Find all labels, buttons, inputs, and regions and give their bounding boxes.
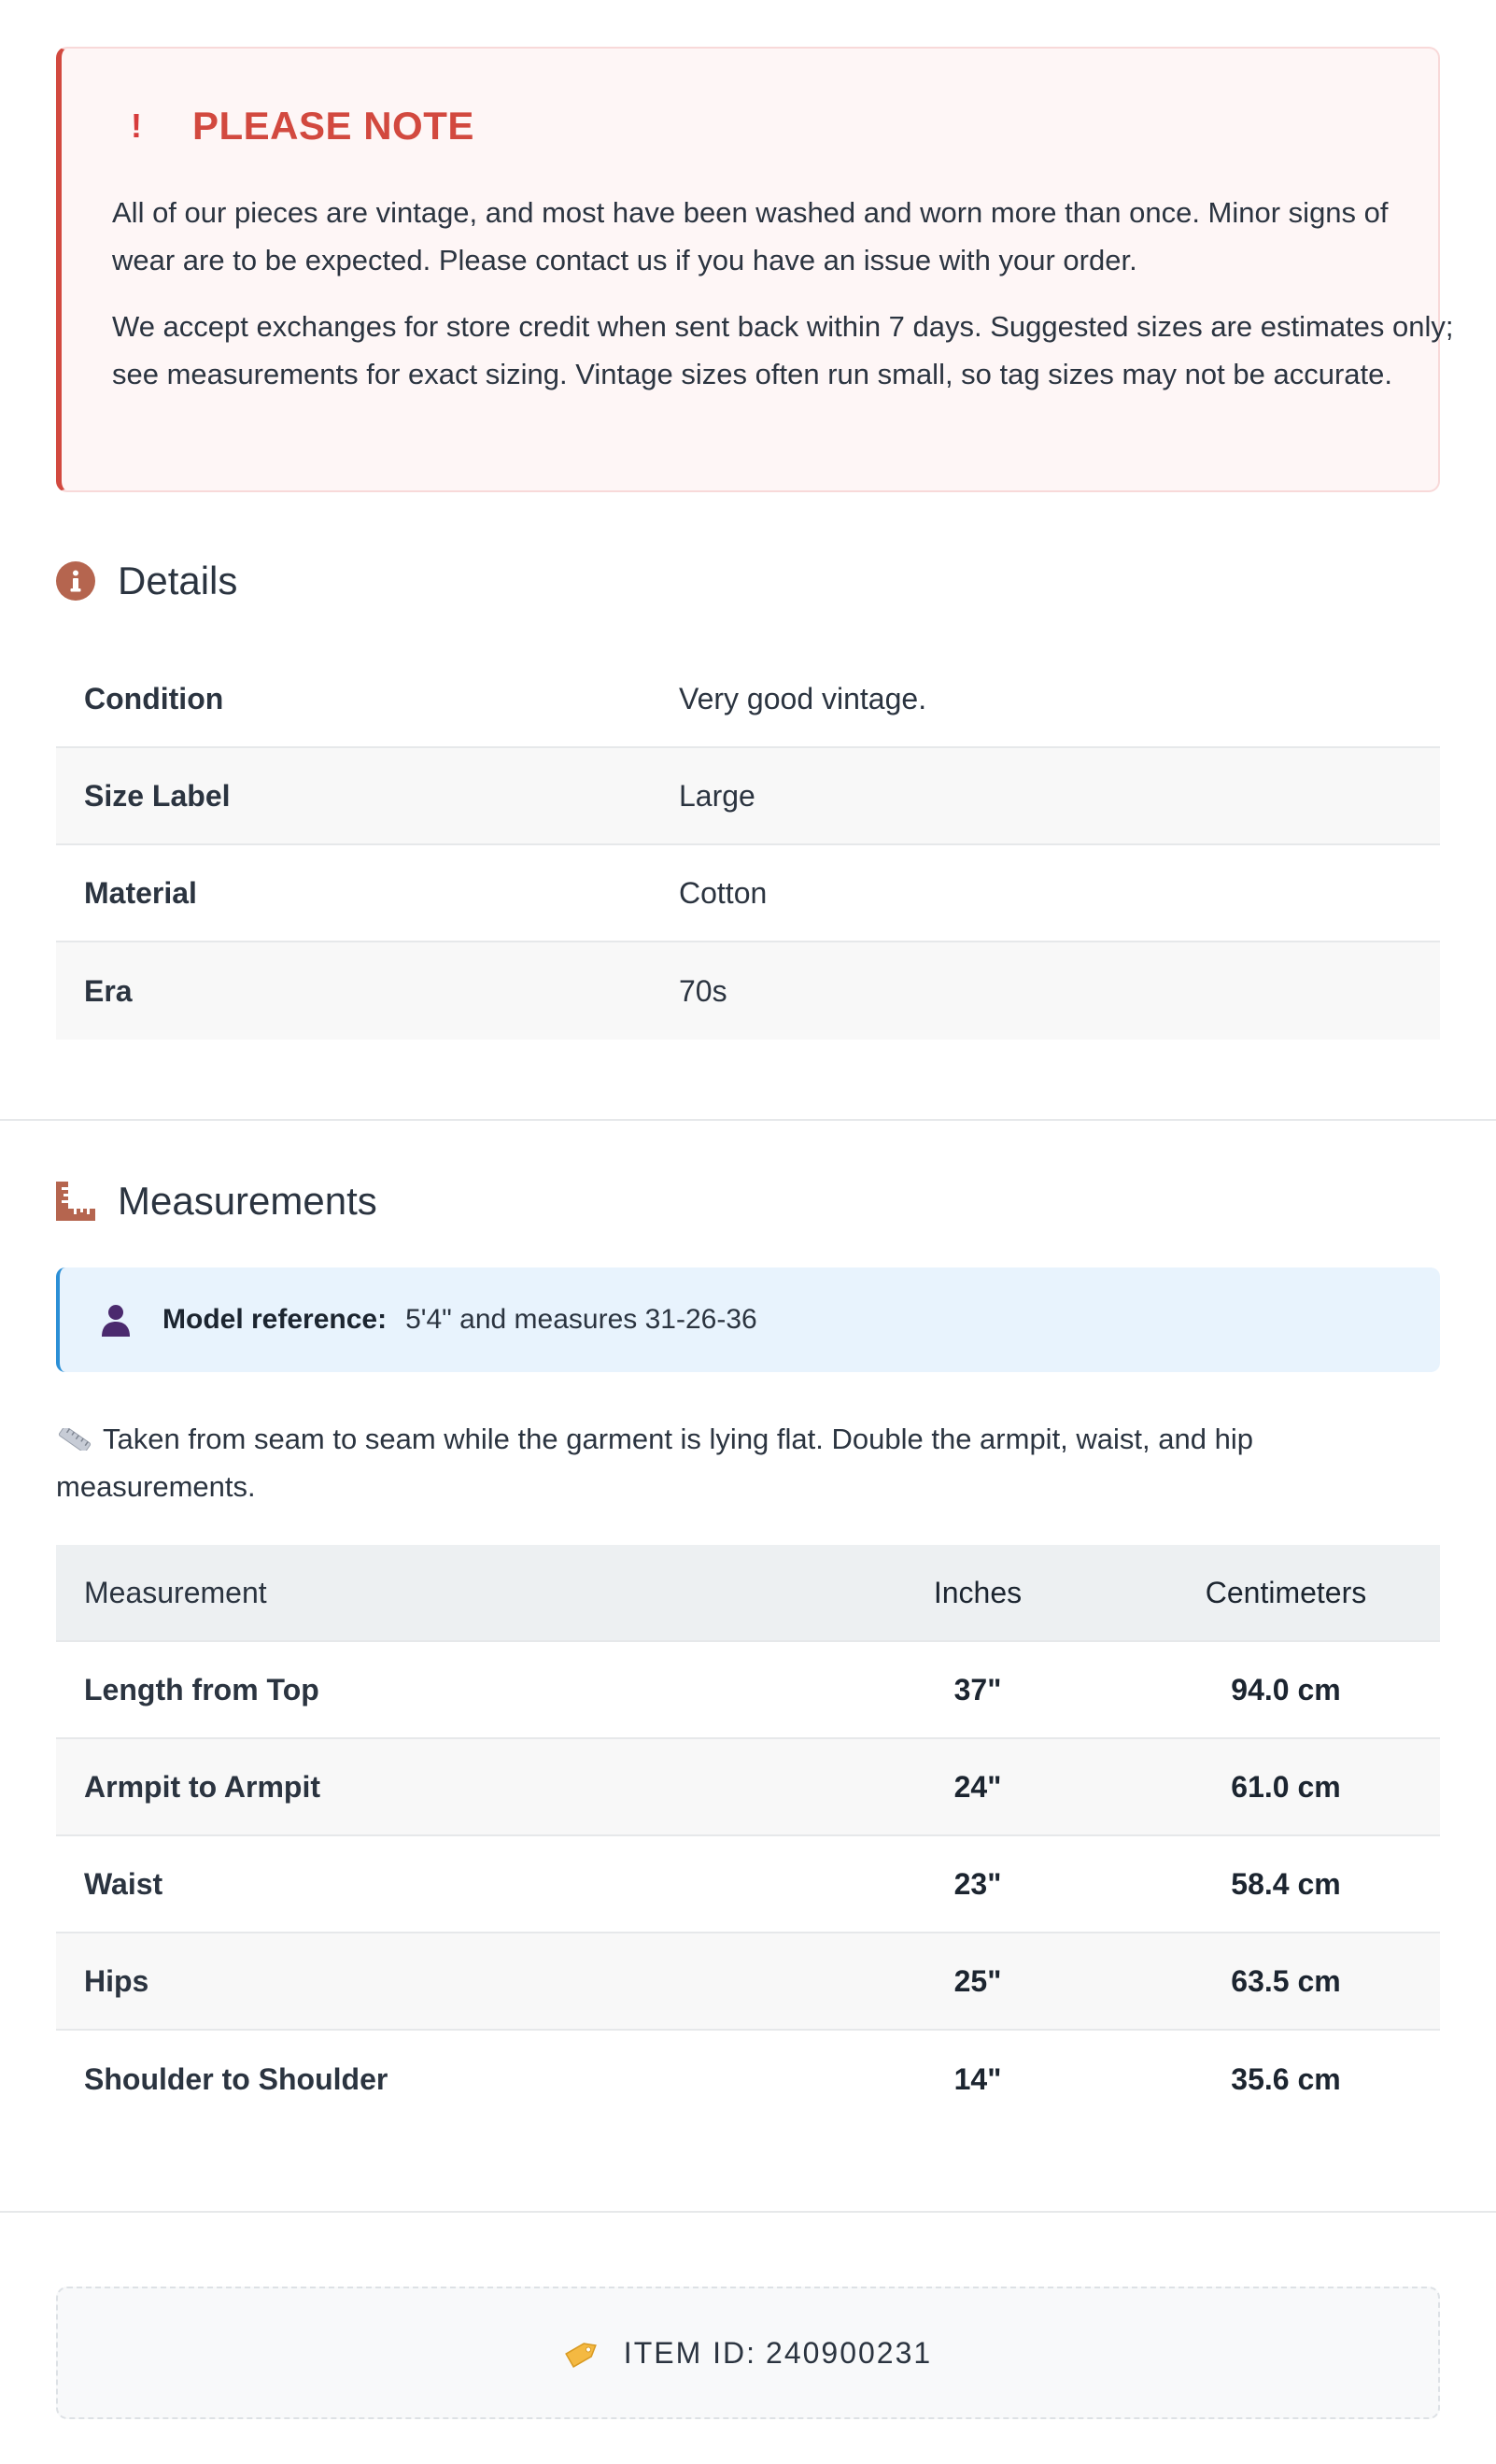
table-row: [56, 651, 1440, 748]
table-row: [56, 1642, 1440, 1739]
measurement-inches: 23": [953, 1866, 1002, 1901]
measurement-cm: 58.4 cm: [1231, 1866, 1341, 1901]
details-key: Material: [84, 875, 197, 910]
measurements-title: Measurements: [118, 1179, 377, 1223]
table-row: [56, 748, 1440, 845]
measurement-name: Waist: [84, 1866, 163, 1901]
details-key: Condition: [84, 681, 224, 715]
measurement-cm: 63.5 cm: [1231, 1963, 1341, 1998]
item-id-box: [56, 2287, 1440, 2419]
tag-icon: [564, 2336, 601, 2370]
details-value: Very good vintage.: [679, 681, 927, 715]
measurement-name: Hips: [84, 1963, 149, 1998]
model-reference-value: 5'4" and measures 31-26-36: [405, 1304, 757, 1335]
column-header-centimeters: Centimeters: [1205, 1575, 1367, 1609]
info-icon: [56, 561, 95, 601]
measurement-name: Shoulder to Shoulder: [84, 2061, 388, 2096]
table-row: [56, 2031, 1440, 2128]
ruler-combined-icon: [56, 1182, 95, 1221]
details-heading: [56, 561, 237, 601]
section-divider: [0, 2211, 1496, 2213]
measurement-inches: 37": [953, 1672, 1002, 1706]
measurement-name: Armpit to Armpit: [84, 1769, 321, 1804]
measurement-inches: 14": [953, 2061, 1002, 2096]
item-id-label: ITEM ID:: [623, 2335, 757, 2370]
measurement-cm: 94.0 cm: [1231, 1672, 1341, 1706]
notice-box: [56, 47, 1454, 492]
details-table: [56, 651, 1440, 1040]
details-value: Cotton: [679, 875, 768, 910]
measurements-table: [56, 1545, 1440, 2128]
details-value: Large: [679, 778, 755, 813]
details-key: Size Label: [84, 778, 231, 813]
notice-title: PLEASE NOTE: [192, 104, 474, 148]
section-divider: [0, 1119, 1496, 1121]
model-reference-box: [56, 1267, 1440, 1372]
exclamation-icon: !: [131, 106, 142, 145]
table-row: [56, 942, 1440, 1040]
column-header-measurement: Measurement: [84, 1575, 267, 1609]
measurement-cm: 35.6 cm: [1231, 2061, 1341, 2096]
table-row: [56, 1836, 1440, 1933]
measurement-inches: 24": [953, 1769, 1002, 1804]
measurement-note: [56, 1415, 1440, 1510]
measurement-note-text: Taken from seam to seam while the garment is lying flat. Double the armpit, waist, and hip measurements.: [56, 1423, 1253, 1503]
measurement-name: Length from Top: [84, 1672, 319, 1706]
table-row: [56, 1739, 1440, 1836]
measurement-cm: 61.0 cm: [1231, 1769, 1341, 1804]
model-reference-label: Model reference:: [162, 1304, 388, 1335]
table-row: [56, 1933, 1440, 2031]
person-icon: [97, 1301, 134, 1338]
details-title: Details: [118, 559, 238, 602]
notice-header: [125, 106, 474, 146]
details-value: 70s: [679, 973, 727, 1008]
item-id-value: 240900231: [766, 2335, 933, 2370]
notice-paragraph-1: All of our pieces are vintage, and most have been washed and worn more than once. Minor signs of wear are to be expected. Please contact us if you have an issue with your order.: [112, 196, 1389, 276]
table-header-row: [56, 1545, 1440, 1642]
measurements-heading: [56, 1179, 377, 1223]
details-key: Era: [84, 973, 133, 1008]
measurement-inches: 25": [953, 1963, 1002, 1998]
notice-paragraph-2: We accept exchanges for store credit when sent back within 7 days. Suggested sizes are estimates only; see measurements for exact sizing. Vintage sizes often run small, so tag sizes may not be accurate.: [112, 310, 1454, 390]
column-header-inches: Inches: [933, 1575, 1023, 1609]
ruler-icon: [56, 1417, 93, 1439]
table-row: [56, 845, 1440, 942]
